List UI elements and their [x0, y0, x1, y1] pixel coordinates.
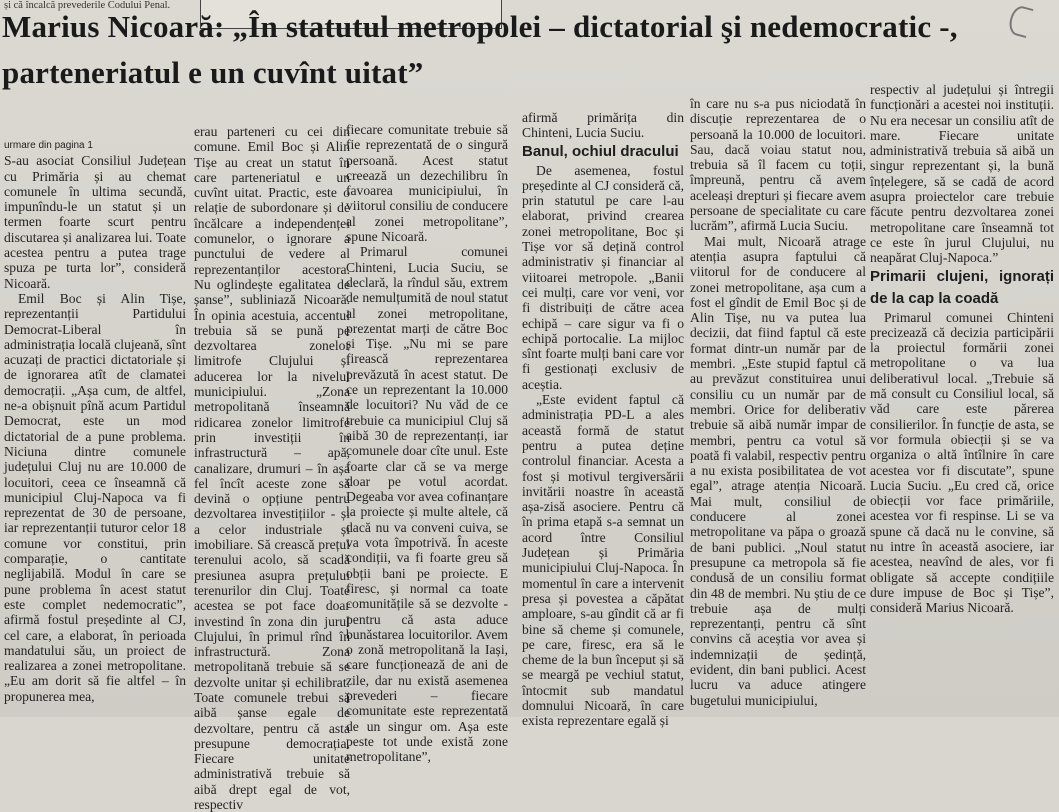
- headline-line-1: Marius Nicoară: „În statutul metropolei – dictatorial şi nedemocratic -,: [2, 9, 958, 44]
- paragraph: Mai mult, Nicoară atrage atenția asupra faptului că viitorul for de conducere al zonei metropolitane, așa cum a fost el gîndit de Emil Boc și de Alin Tișe, nu va putea lua decizii, dat fiind faptul că este format dintr-un număr par de membri. „Este stupid faptul că au prevăzut constituirea unui consiliu cu un număr par de membri. Orice for deliberativ trebuie să aibă număr impar de membri, pentru ca votul să poată fi valabil, respectiv pentru a nu exista posibilitatea de vot egal”, atrage atenția Nicoară. Mai mult, consiliul de conducere al zonei metropolitane va păpa o groază de bani publici. „Noul statut presupune ca metropola să fie condusă de un consiliu format din 48 de membri. Nu știu de ce trebuie așa de mulți reprezentanți, pentru că sînt convins că aceștia vor avea și indemnizații de ședință, evident, din bani publici. Acest lucru va aduce atingere bugetului municipiului,: [690, 233, 866, 708]
- paragraph: erau parteneri cu cei din comune. Emil Boc și Alin Tișe au creat un statut în care parteneriatul e un cuvînt uitat. Practic, este o relație de subordonare și de încălcare a independenței comunelor, o ignorare a punctului de vedere al reprezentanților acestora. Nu oglindește egalitatea de șanse”, subliniază Nicoară. În opinia acestuia, accentul trebuia să se pună pe dezvoltarea zonelor limitrofe Clujului și aducerea lor la nivelul municipiului. „Zona metropolitană înseamnă ridicarea zonelor limitrofe prin investiții în infrastructură – apă, canalizare, drumuri – în așa fel încît aceste zone să devină o opțiune pentru dezvoltarea investițiilor - și a celor industriale și imobiliare. Să crească prețul terenului acolo, să scadă presiunea asupra prețului terenurilor din Cluj. Toate acestea se pot face doar investind în zona din jurul Clujului, în primul rînd în infrastructură. Zona metropolitană trebuie să se dezvolte unitar și echilibrat. Toate comunele trebui să aibă șanse egale de dezvoltare, pentru că asta presupune democrația. Fiecare unitate administrativă trebuie să aibă drept egal de vot, respectiv: [194, 124, 350, 812]
- article-column-2: [194, 124, 350, 812]
- paragraph: fiecare comunitate trebuie să fie reprezentată de o singură persoană. Acest statut creează un dezechilibru în favoarea municipiului, în viitorul consiliu de conducere al zonei metropolitane”, spune Nicoară.: [346, 122, 508, 245]
- paragraph: afirmă primărița din Chinteni, Lucia Suciu.: [522, 110, 684, 141]
- paragraph: „Este evident faptul că administrația PD-L a ales această formă de statut pentru a putea deține controlul financiar. Acesta a fost și motivul tergiversării invitării noastre în această așa-zisă asociere. Pentru că în prima etapă s-a semnat un acord între Consiliul Județean și Primăria municipiului Cluj-Napoca. În momentul în care a intervenit presa și povestea a căpătat amploare, s-au gîndit că ar fi bine să cheme și comunele, pe care, firesc, era să le cheme de la bun început și să se meargă pe vechiul statut, întocmit sub mandatul domnului Nicoară, în care exista reprezentare egală și: [522, 392, 684, 729]
- continued-from-label: urmare din pagina 1: [4, 140, 93, 151]
- article-column-1: [4, 138, 186, 704]
- paragraph: Primarul comunei Chinteni, Lucia Suciu, se declară, la rîndul său, extrem de nemulțumită de noul statut al zonei metropolitane, prezentat marți de către Boc și Tișe. „Nu mi se pare firească reprezentarea prevăzută în acest statut. De ce un reprezentant la 10.000 de locuitori? Nu văd de ce trebuie ca municipiul Cluj să aibă 30 de reprezentanți, iar comunele doar cîte unul. Este foarte clar că se va merge doar pe votul acordat. Degeaba vor avea cofinanțare la proiecte și multe altele, că dacă nu va conveni cuiva, se va vota împotrivă. În aceste condiții, va fi foarte greu să obții bani pe proiecte. E firesc, și normal ca toate comunitățile să se dezvolte - pentru că asta aduce bunăstarea locuitorilor. Avem o zonă metropolitană la Iași, care funcționează de ani de zile, dar nu există asemenea prevederi – fiecare comunitate este reprezentată de un singur om. Așa este peste tot unde există zone metropolitane”,: [346, 244, 508, 765]
- headline-line-2: parteneriatul e un cuvînt uitat”: [2, 55, 424, 90]
- article-column-6: [870, 82, 1054, 616]
- paragraph: Primarul comunei Chinteni precizează că decizia participării la proiectul formării zonei metropolitane o va lua deliberativul local. „Trebuie să mă consult cu Consiliul local, să văd care este părerea consilierilor. În funcție de asta, se vor formula obiecții și se va organiza o altă întîlnire în care acestea vor fi discutate”, spune Lucia Suciu. „Eu cred că, orice obiecții vor face primăriile, acestea vor fi respinse. Li se va spune că dacă nu le convine, să nu intre în această asociere, iar acestea, neavînd de ales, vor fi obligate să accepte condițiile dure impuse de Boc și Tișe”, consideră Marius Nicoară.: [870, 309, 1054, 616]
- article-column-4: [522, 110, 684, 729]
- paragraph: în care nu s-a pus niciodată în discuție reprezentarea de o persoană la 10.000 de locuitori. Sau, dacă voiau statut nou, trebuia să îl facem cu toții, împreună, pentru că avem aceleași drepturi și fiecare avem persoane de specialitate cu care lucrăm”, afirmă Lucia Suciu.: [690, 96, 866, 234]
- paragraph: Emil Boc și Alin Tișe, reprezentanții Partidului Democrat-Liberal în administrația locală clujeană, sînt acuzați de practici dictatoriale și de ignorarea atît de clamatei democrații. „Așa cum, de altfel, ne-a obișnuit pînă acum Partidul Democrat, este un mod dictatorial de a pune problema. Niciuna dintre comunele județului Cluj nu are 10.000 de locuitori, ceea ce înseamnă că municipiul Cluj-Napoca va fi reprezentat de 30 de persoane, iar reprezentanții tuturor celor 18 comune vor constitui, prin comparație, o cantitate neglijabilă. Modul în care se pune problema în acest statut este complet nedemocratic”, afirmă fostul președinte al CJ, cel care, a elaborat, în perioada mandatului său, un proiect de realizarea a zonei metropolitane. „Eu am dorit să fie altfel – în propunerea mea,: [4, 290, 186, 704]
- article-column-3: [346, 122, 508, 764]
- article-column-5: [690, 96, 866, 708]
- previous-article-text: și că încalcă prevederile Codului Penal.: [4, 0, 171, 11]
- paragraph: S-au asociat Consiliul Județean cu Primăria și au chemat comunele în ultima secundă, impunîndu-le un statut și un termen foarte scurt pentru discutarea și analizarea lui. Toate acestea pentru a putea trage spuza pe turta lor”, consideră Nicoară.: [4, 153, 186, 291]
- paragraph: respectiv al județului și întregii funcționări a acestei noi instituții. Nu era necesar un consiliu atît de mare. Fiecare unitate administrativă trebuia să aibă un singur reprezentant și, la bună înțelegere, să se cadă de acord asupra proiectelor care trebuie făcute pentru dezvoltarea zonei metropolitane care înseamnă tot ce este în jurul Clujului, nu neapărat Cluj-Napoca.”: [870, 82, 1054, 266]
- subheading-banul: Banul, ochiul dracului: [522, 142, 679, 160]
- subheading-primarii: Primarii clujeni, ignorați de la cap la coadă: [870, 267, 1054, 307]
- paragraph: De asemenea, fostul președinte al CJ consideră că, prin statutul pe care l-au elaborat, privind crearea zonei metropolitane, Boc și Tișe vor să dețină control administrativ și financiar al viitoarei metropole. „Banii cei mulți, care vor veni, vor fi distribuiți de către acea echipă – care sigur va fi o echipă portocalie. La mijloc sînt foarte mulți bani care vor fi gestionați exclusiv de aceștia.: [522, 162, 684, 392]
